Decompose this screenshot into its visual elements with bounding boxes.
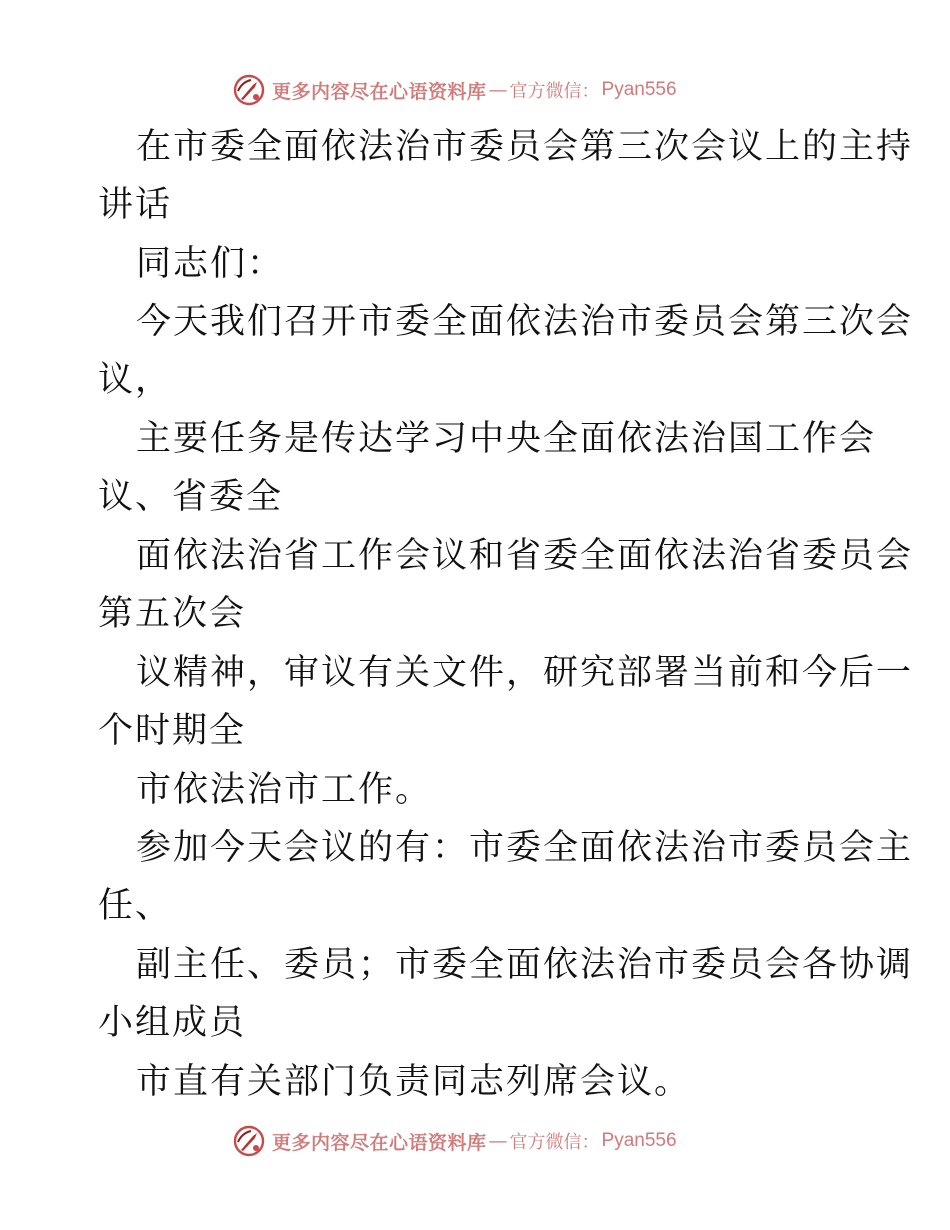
text-line: 副主任、委员；市委全面依法治市委员会各协调: [136, 945, 914, 985]
text-line: 议，: [98, 360, 173, 400]
text-line: 面依法治省工作会议和省委全面依法治省委员会: [136, 536, 914, 576]
text-line: 在市委全面依法治市委员会第三次会议上的主持: [136, 127, 914, 167]
footer-banner: [232, 1121, 677, 1161]
banner-slogan: 更多内容尽在心语资料库: [272, 80, 487, 103]
text-line: 参加今天会议的有：市委全面依法治市委员会主: [136, 828, 914, 868]
text-line: 市直有关部门负责同志列席会议。: [136, 1062, 692, 1102]
banner-official-label: 官方微信：: [509, 81, 600, 102]
banner-dash: —: [488, 79, 508, 101]
text-line: 议、省委全: [98, 477, 284, 517]
text-line: 今天我们召开市委全面依法治市委员会第三次会: [136, 302, 914, 342]
banner-dash: —: [488, 1130, 508, 1152]
text-line: 讲话: [98, 185, 173, 225]
pen-nib-logo-icon: [232, 73, 266, 107]
text-line: 主要任务是传达学习中央全面依法治国工作会: [136, 419, 877, 459]
text-line: 同志们：: [136, 244, 285, 284]
text-line: 第五次会: [98, 594, 247, 634]
text-line: 市依法治市工作。: [136, 770, 433, 810]
banner-wechat-id: Pyan556: [601, 1130, 677, 1151]
text-line: 任、: [98, 886, 173, 926]
header-banner: [232, 70, 677, 110]
banner-slogan: 更多内容尽在心语资料库: [272, 1131, 487, 1154]
pen-nib-logo-icon: [232, 1124, 266, 1158]
text-line: 个时期全: [98, 711, 247, 751]
banner-official-label: 官方微信：: [509, 1132, 600, 1153]
text-line: 小组成员: [98, 1003, 247, 1043]
banner-wechat-id: Pyan556: [601, 79, 677, 100]
text-line: 议精神，审议有关文件，研究部署当前和今后一: [136, 653, 914, 693]
